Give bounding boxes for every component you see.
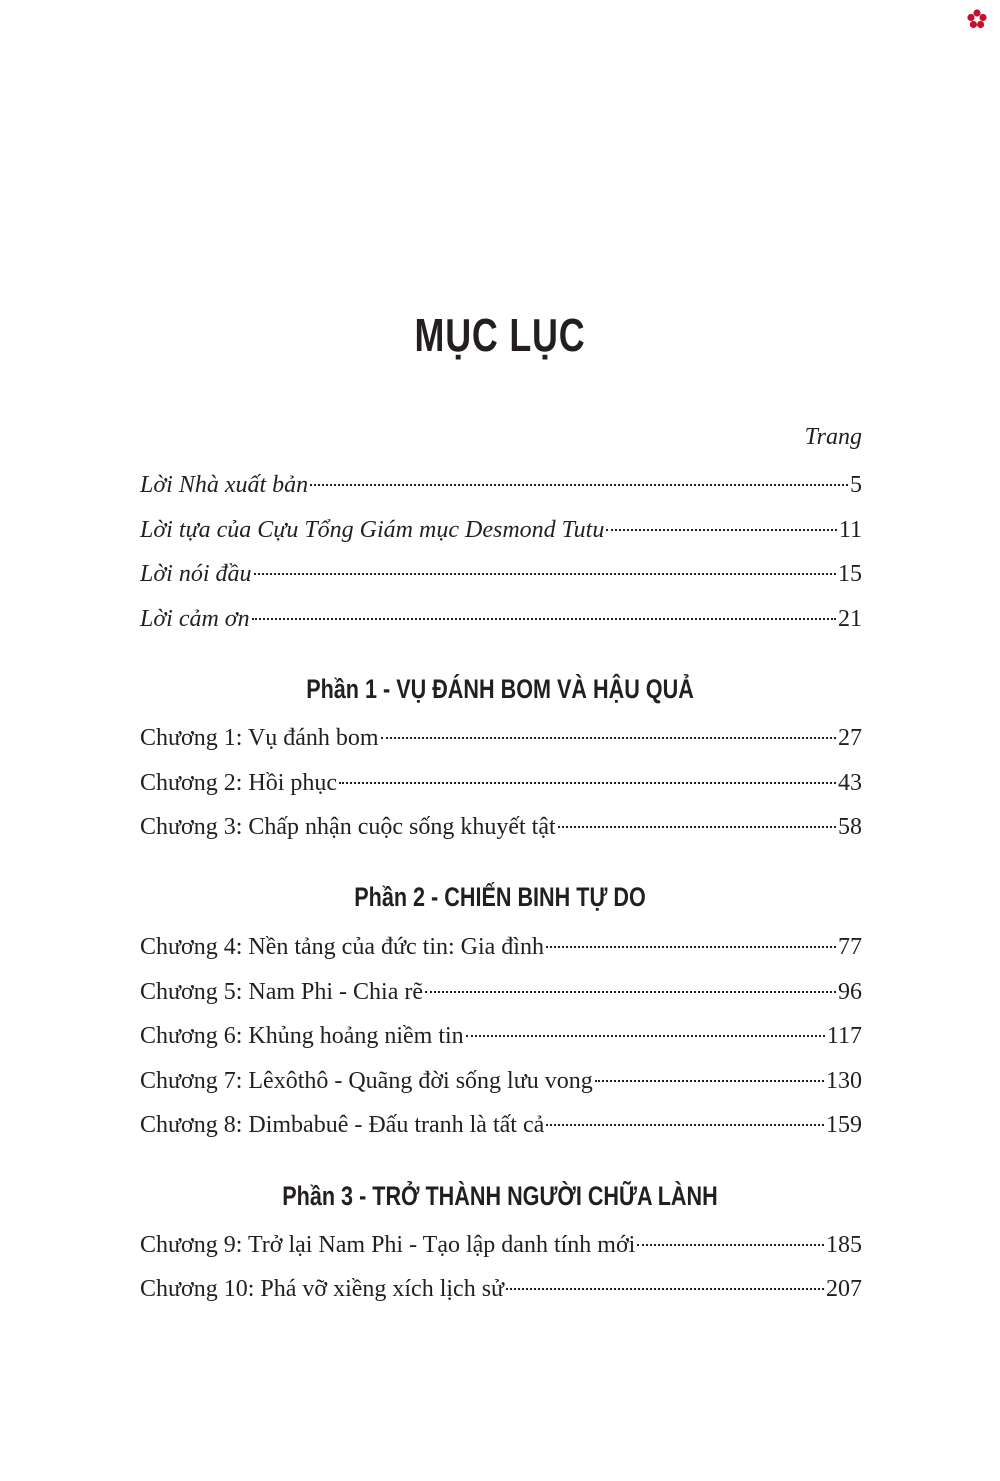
- entry-page-number: 15: [838, 561, 862, 587]
- entry-title: Chương 7: Lêxôthô - Quãng đời sống lưu vong: [140, 1068, 593, 1094]
- page-title: MỤC LỤC: [414, 309, 586, 361]
- dot-leader: [546, 946, 836, 948]
- dot-leader: [558, 826, 836, 828]
- entry-title: Lời tựa của Cựu Tổng Giám mục Desmond Tutu: [140, 517, 605, 543]
- toc-entry-chapter-4[interactable]: [140, 930, 862, 964]
- entry-page-number: 130: [826, 1068, 862, 1094]
- toc-entry-chapter-2[interactable]: [140, 766, 862, 800]
- dot-leader: [506, 1288, 824, 1290]
- entry-title: Chương 6: Khủng hoảng niềm tin: [140, 1023, 464, 1049]
- dot-leader: [466, 1035, 825, 1037]
- dot-leader: [252, 618, 836, 620]
- entry-page-number: 185: [826, 1232, 862, 1258]
- entry-title: Chương 1: Vụ đánh bom: [140, 725, 379, 751]
- entry-title: Chương 4: Nền tảng của đức tin: Gia đình: [140, 934, 544, 960]
- entry-page-number: 117: [826, 1023, 862, 1049]
- entry-title: Lời Nhà xuất bản: [140, 472, 309, 498]
- toc-entry-chapter-5[interactable]: [140, 975, 862, 1009]
- toc-entry-chapter-9[interactable]: [140, 1228, 862, 1262]
- entry-title: Chương 9: Trở lại Nam Phi - Tạo lập danh tính mới: [140, 1232, 636, 1258]
- flower-icon: [966, 8, 988, 30]
- toc-entry-chapter-10[interactable]: [140, 1272, 862, 1306]
- part-3-heading: Phần 3 - TRỞ THÀNH NGƯỜI CHỮA LÀNH: [282, 1181, 718, 1211]
- entry-page-number: 27: [838, 725, 862, 751]
- entry-title: Chương 5: Nam Phi - Chia rẽ: [140, 979, 424, 1005]
- toc-entry-chapter-7[interactable]: [140, 1064, 862, 1098]
- dot-leader: [606, 529, 837, 531]
- entry-page-number: 96: [838, 979, 862, 1005]
- toc-entry-publisher-note[interactable]: [140, 468, 862, 502]
- toc-entry-acknowledgements[interactable]: [140, 602, 862, 636]
- dot-leader: [546, 1124, 824, 1126]
- entry-title: Lời cảm ơn: [140, 606, 250, 632]
- dot-leader: [339, 782, 836, 784]
- page-column-label: Trang: [804, 424, 862, 450]
- entry-page-number: 77: [838, 934, 862, 960]
- entry-title: Chương 10: Phá vỡ xiềng xích lịch sử: [140, 1276, 505, 1302]
- entry-page-number: 159: [826, 1112, 862, 1138]
- dot-leader: [425, 991, 836, 993]
- toc-entry-chapter-6[interactable]: [140, 1019, 862, 1053]
- entry-title: Chương 8: Dimbabuê - Đấu tranh là tất cả: [140, 1112, 545, 1138]
- part-2-heading: Phần 2 - CHIẾN BINH TỰ DO: [354, 882, 646, 912]
- toc-entry-chapter-8[interactable]: [140, 1108, 862, 1142]
- toc-entry-chapter-1[interactable]: [140, 721, 862, 755]
- entry-title: Lời nói đầu: [140, 561, 252, 587]
- dot-leader: [310, 484, 848, 486]
- entry-page-number: 11: [838, 517, 862, 543]
- dot-leader: [381, 737, 836, 739]
- entry-page-number: 21: [838, 606, 862, 632]
- toc-entry-foreword[interactable]: [140, 513, 862, 547]
- dot-leader: [254, 573, 837, 575]
- entry-page-number: 207: [826, 1276, 862, 1302]
- entry-title: Chương 3: Chấp nhận cuộc sống khuyết tật: [140, 814, 556, 840]
- toc-entry-preface[interactable]: [140, 557, 862, 591]
- entry-page-number: 43: [838, 770, 862, 796]
- dot-leader: [637, 1244, 824, 1246]
- dot-leader: [595, 1080, 824, 1082]
- entry-page-number: 5: [850, 472, 862, 498]
- toc-entry-chapter-3[interactable]: [140, 810, 862, 844]
- entry-page-number: 58: [838, 814, 862, 840]
- entry-title: Chương 2: Hồi phục: [140, 770, 338, 796]
- part-1-heading: Phần 1 - VỤ ĐÁNH BOM VÀ HẬU QUẢ: [306, 674, 694, 704]
